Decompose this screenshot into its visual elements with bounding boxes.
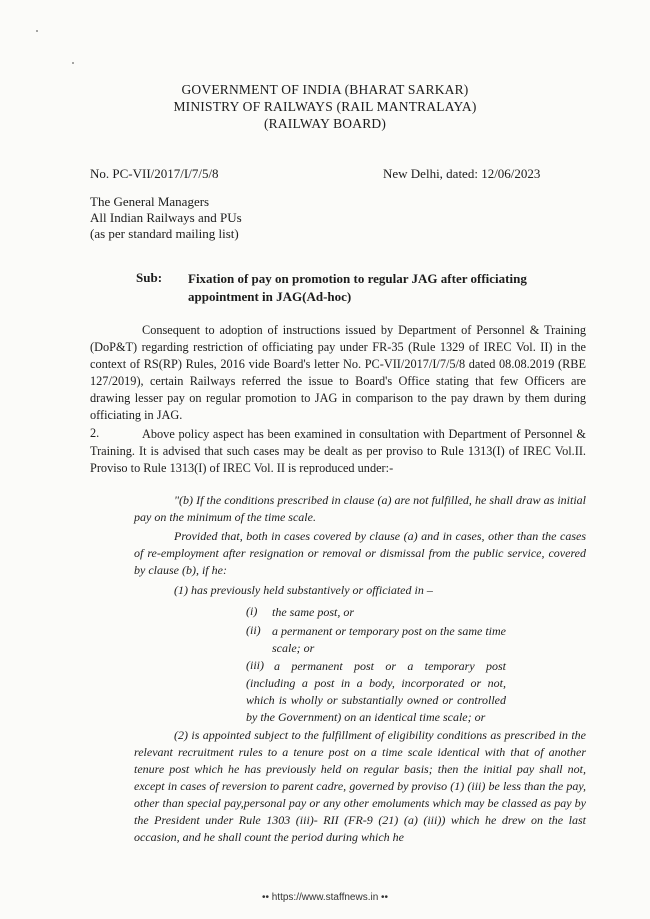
paragraph-2-text: Above policy aspect has been examined in consultation with Department of Personnel & Training. It is advised that such cases may be dealt as per proviso to Rule 1313(I) of IREC Vol.II. Proviso to Rule 1313(I) of IREC Vol. II is reproduced under:- xyxy=(90,427,586,475)
sub-item-ii-number: (ii) xyxy=(246,623,261,637)
place-date: New Delhi, dated: 12/06/2023 xyxy=(383,166,541,181)
subject-text: Fixation of pay on promotion to regular JAG after officiating appointment in JAG(Ad-hoc) xyxy=(188,271,527,304)
sub-item-ii-text: a permanent or temporary post on the same time scale; or xyxy=(272,624,506,655)
letter-number: No. PC-VII/2017/I/7/5/8 xyxy=(90,166,219,181)
quote-clause-b: "(b) If the conditions prescribed in clause (a) are not fulfilled, he shall draw as initial pay on the minimum of the time scale. xyxy=(134,493,586,524)
paragraph-2 xyxy=(90,426,586,477)
subject-label: Sub: xyxy=(136,270,163,285)
footer-url: •• https://www.staffnews.in •• xyxy=(261,892,389,903)
addressee-line: (as per standard mailing list) xyxy=(90,226,239,241)
quote-proviso: Provided that, both in cases covered by clause (a) and in cases, other than the cases of re-employment after resignation or removal or dismissal from the public service, covered by clause (b), if he: xyxy=(134,529,586,577)
quote-condition-2: (2) is appointed subject to the fulfillment of eligibility conditions as prescribed in the relevant recruitment rules to a tenure post on a time scale identical with that of another tenure post which he has previously held on regular basis; then the initial pay shall not, except in cases of reversion to parent cadre, governed by proviso (1) (iii) be less than the pay, other than special pay,personal pay or any other emoluments which may be classed as pay by the President under Rule 1303 (iii)- RII (FR-9 (21) (a) (iii)) which he drew on the last occasion, and he shall count the period during which he xyxy=(134,728,586,844)
header-government: GOVERNMENT OF INDIA (BHARAT SARKAR) xyxy=(181,82,469,97)
sub-item-i-number: (i) xyxy=(246,604,258,618)
scan-speck xyxy=(36,30,38,32)
addressee-line: All Indian Railways and PUs xyxy=(90,210,242,225)
paragraph-2-number: 2. xyxy=(90,426,100,440)
sub-item-i-text: the same post, or xyxy=(272,605,354,619)
paragraph-1-text: Consequent to adoption of instructions issued by Department of Personnel & Training (DoP&T) regarding restriction of officiating pay under FR-35 (Rule 1329 of IREC Vol. II) in the context of RS(RP) Rules, 2016 vide Board's letter No. PC-VII/2017/I/7/5/8 dated 08.08.2019 (RBE 127/2019), certain Railways referred the issue to Board's Office stating that few Officers are drawing lesser pay on regular promotion to JAG in comparison to the pay drawn by them during officiating in JAG. xyxy=(90,323,586,422)
quote-condition-1: (1) has previously held substantively or officiated in – xyxy=(174,583,433,597)
paragraph-1 xyxy=(90,322,586,424)
header-ministry: MINISTRY OF RAILWAYS (RAIL MANTRALAYA) xyxy=(173,99,477,114)
sub-item-iii-text: a permanent post or a temporary post (including a post in a body, incorporated or not, which is wholly or substantially owned or controlled by the Government) on an identical time scale; or xyxy=(246,659,506,724)
scan-speck xyxy=(72,62,74,64)
addressee-line: The General Managers xyxy=(90,194,210,209)
sub-item-iii-number: (iii) xyxy=(246,658,264,672)
header-board: (RAILWAY BOARD) xyxy=(263,116,387,131)
